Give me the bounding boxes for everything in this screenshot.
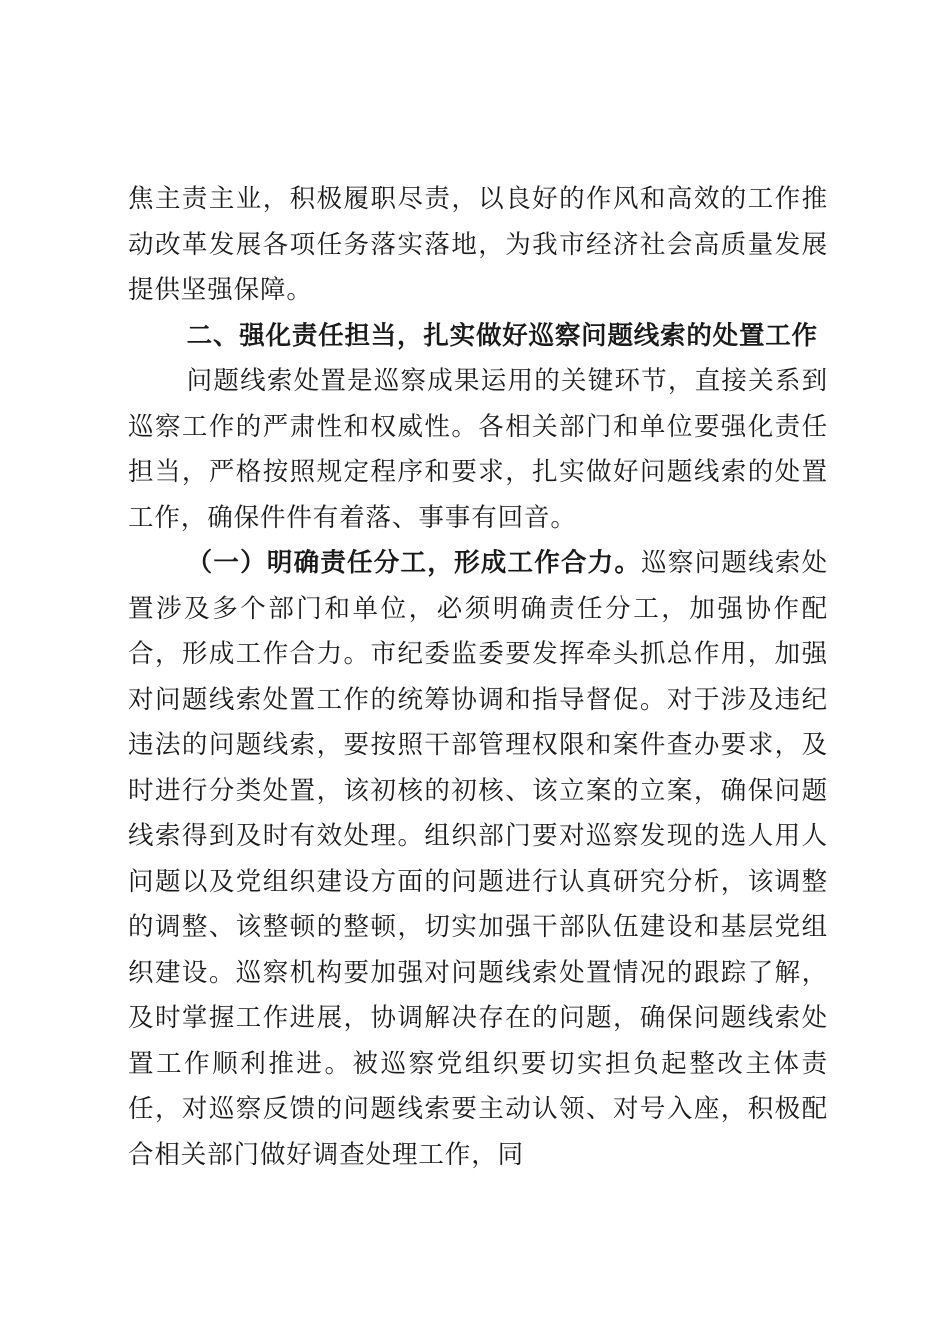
intro-paragraph: 焦主责主业，积极履职尽责，以良好的作风和高效的工作推动改革发展各项任务落实落地，为我市经济社会高质量发展提供坚强保障。 <box>128 184 828 305</box>
section-heading: 二、强化责任担当，扎实做好巡察问题线索的处置工作 <box>186 320 818 351</box>
subsection-lead: （一）明确责任分工，形成工作合力。 <box>186 548 642 578</box>
document-body <box>128 177 828 1178</box>
subsection-paragraph <box>128 541 828 1178</box>
subsection-text: 巡察问题线索处置涉及多个部门和单位，必须明确责任分工，加强协作配合，形成工作合力。市纪委监委要发挥牵头抓总作用，加强对问题线索处置工作的统筹协调和指导督促。对于涉及违纪违法的问题线索，要按照干部管理权限和案件查办要求，及时进行分类处置，该初核的初核、该立案的立案，确保问题线索得到及时有效处理。组织部门要对巡察发现的选人用人问题以及党组织建设方面的问题进行认真研究分析，该调整的调整、该整顿的整顿，切实加强干部队伍建设和基层党组织建设。巡察机构要加强对问题线索处置情况的跟踪了解，及时掌握工作进展，协调解决存在的问题，确保问题线索处置工作顺利推进。被巡察党组织要切实担负起整改主体责任，对巡察反馈的问题线索要主动认领、对号入座，积极配合相关部门做好调查处理工作，同 <box>128 548 828 1170</box>
section-paragraph: 问题线索处置是巡察成果运用的关键环节，直接关系到巡察工作的严肃性和权威性。各相关部门和单位要强化责任担当，严格按照规定程序和要求，扎实做好问题线索的处置工作，确保件件有着落、事事有回音。 <box>128 366 828 533</box>
